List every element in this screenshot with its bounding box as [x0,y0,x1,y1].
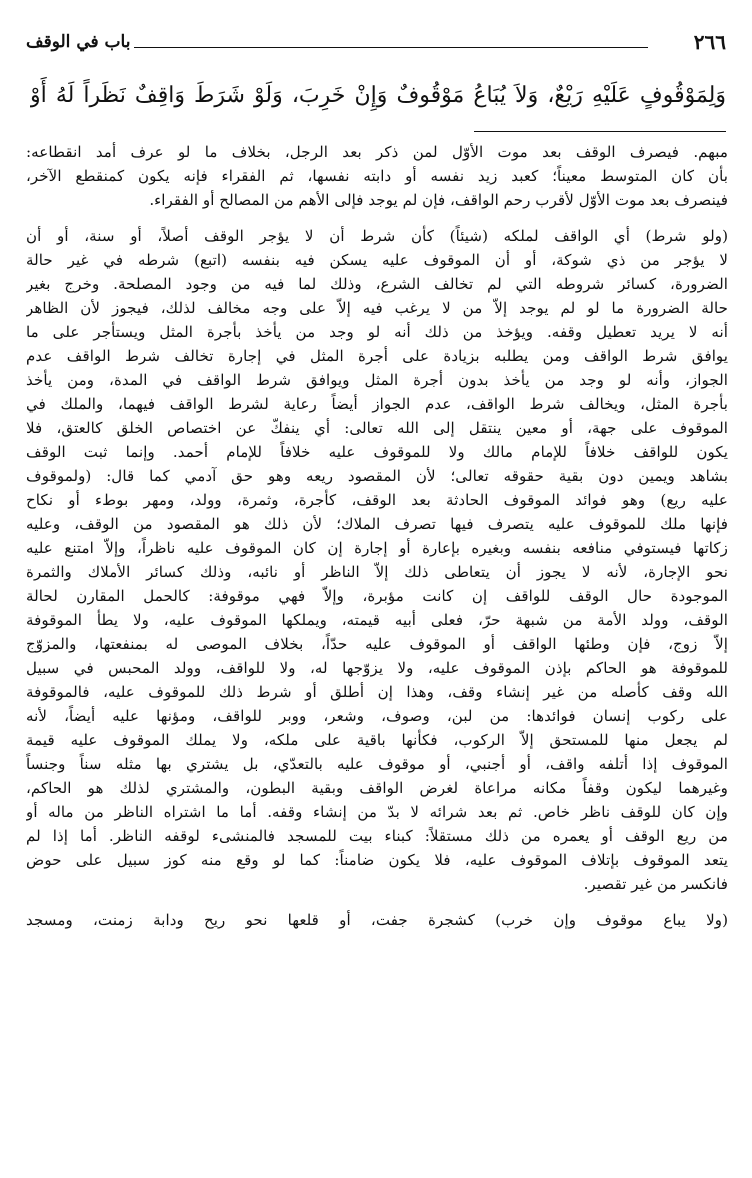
text-line: حالة الضرورة ما لو لم يوجد إلاّ من لا يرغب فيه إلاّ على وجه مخالف لذلك، فيجوز لأن الظاهر [26,299,728,317]
paragraph [26,140,728,212]
text-line: يكون للواقف خلافاً للإمام مالك ولا للموقوف عليه خلافاً للإمام أحمد. وإنما ثبت الوقف [26,443,728,461]
text-line: من ريع الوقف أو يعمره من ذلك مستقلاً: كبناء بيت للمسجد فالمنشىء لوقفه الناظر. أما إذا لم [26,827,728,845]
text-line: يتعد الموقوف بإتلاف الموقوف عليه، فلا يكون ضامناً: كما لو وقع منه كوز سبيل على حوض [26,851,728,869]
text-line: الوقف، وولد الأمة من شبهة حرّ، فعلى أبيه قيمته، ويملكها الموقوف عليه، ولا يطأ الموقوفة [26,611,728,629]
text-line: أنه لا يريد تعطيل وقفه. ويؤخذ من ذلك أنه لو وجد من يأخذ بأجرة المثل ويستأجر على ما [26,323,728,341]
page-number: ٢٦٦ [693,30,726,54]
text-line: يوافق شرط الواقف ومن يطلبه بزيادة على أجرة المثل في إجارة تخالف شرط الواقف عدم [26,347,728,365]
text-line: مبهم. فيصرف الوقف بعد موت الأوّل لمن ذكر بعد الرجل، بخلاف ما لو عرف أمد انقطاعه: [26,143,728,161]
text-line: الضرورة، كسائر شروطه التي لم تخالف الشرع، وذلك لما فيه من وجود المصلحة. وخرج بغير [26,275,728,293]
text-line: بأن كان المتوسط معيناً؛ كعبد زيد نفسه أو دابته نفسها، ثم الفقراء فإنه يكون كمنقطع الآخر، [26,167,728,185]
text-line: نحو الإجارة، لأنه لا يجوز أن يتعاطى ذلك إلاّ الناظر أو نائبه، وذلك كسائر الأملاك والثمرة [26,563,728,581]
text-line: على ركوب إنسان فوائدها: من لبن، وصوف، وشعر، ووبر للواقف، ومؤنها عليه أيضاً، لأنه [26,707,728,725]
header-rule [134,47,648,48]
text-line: (ولا يباع موقوف وإن خرب) كشجرة جفت، أو قلعها نحو ريح ودابة زمنت، ومسجد [26,911,728,929]
paragraph-gap [26,212,728,224]
text-line: لم يجعل منها للمستحق إلاّ الركوب، فكأنها باقية على ملكه، ولا يملك الموقوف عليه قيمة [26,731,728,749]
text-line: (ولو شرط) أي الواقف لملكه (شيئاً) كأن شرط أن لا يؤجر الوقف أصلاً، أو سنة، أو أن [26,227,728,245]
text-line: عليه ريع) وهو فوائد الموقوف الحادثة بعد الوقف، كأجرة، وثمرة، وولد، ومهر بوطء أو نكاح [26,491,728,509]
text-line: لا يؤجر من ذي شوكة، أو أن الموقوف عليه يسكن فيه بنفسه (اتبع) شرطه في غير حالة [26,251,728,269]
text-line: فإنها ملك للموقوف عليه يتصرف فيها تصرف الملاك؛ لأن ذلك هو المقصود من الوقف، وعليه [26,515,728,533]
paragraph-gap [26,896,728,908]
matn-text: وَلِمَوْقُوفٍ عَلَيْهِ رَيْعٌ، وَلاَ يُبَاعُ مَوْقُوفٌ وَإِنْ خَرِبَ، وَلَوْ شَرَطَ وَاقِفٌ نَظَراً لَهُ أَوْ [30,83,726,108]
footnote-divider [474,131,726,132]
paragraph [26,908,728,932]
text-line: الجواز، وأنه لو وجد من يأخذ بدون أجرة المثل ويوافق شرط الواقف في المدة، ومن يأخذ [26,371,728,389]
text-line: الموجودة حال الوقف للواقف إن كانت مؤبرة، وإلاّ فهي موقوفة: كالحمل المقارن لحالة [26,587,728,605]
text-line: زكاتها فيستوفي منافعه بنفسه وبغيره بإعارة أو إجارة إن كان الموقوف عليه ناظراً، وإلاّ امتنع عليه [26,539,728,557]
running-title: باب في الوقف [26,32,131,52]
paragraph [26,224,728,896]
text-line: للموقوفة هو الحاكم بإذن الموقوف عليه، ولا يزوّجها له، ولا للواقف، وولد المحبس في سبيل [26,659,728,677]
text-line: الله وقف كأصله من غير إنشاء وقف، وهذا إن أطلق أو شرط ذلك للموقوف عليه، فالموقوفة [26,683,728,701]
text-line: الموقوف على جهة، أو معين ينتقل إلى الله تعالى: أي ينفكّ عن اختصاص الخلق كالعتق، فلا [26,419,728,437]
text-line: وغيرهما ليكون وقفاً مكانه مراعاة لغرض الواقف وبقية البطون، والمشتري لذلك هو الحاكم، [26,779,728,797]
text-line: فانكسر من غير تقصير. [583,875,728,893]
text-line: بأجرة المثل، ويخالف شرط الواقف، عدم الجواز أيضاً رعاية لشرط الواقف فيهما، والملك في [26,395,728,413]
text-line: إلاّ زوج، فإن وطئها الواقف أو الموقوف عليه حدّاً، بخلاف الموصى له بمنفعتها، والمزوّج [26,635,728,653]
text-line: وإن كان للوقف ناظر خاص. ثم بعد شرائه لا بدّ من إنشاء وقفه. أما ما اشتراه الناظر من ماله أو [26,803,728,821]
text-line: فينصرف بعد موت الأوّل لأقرب رحم الواقف، فإن لم يوجد فإلى الأهم من المصالح أو الفقراء. [149,191,728,209]
page-header [26,30,726,58]
text-line: الموقوف إذا أتلفه واقف، أو أجنبي، أو موقوف عليه بالتعدّي، بل يشتري بها مثله سناً وجنساً [26,755,728,773]
text-line: بشاهد ويمين دون بقية حقوقه تعالى؛ لأن المقصود ريعه وهو حق آدمي كما قال: (ولموقوف [26,467,728,485]
commentary-text [26,140,728,932]
